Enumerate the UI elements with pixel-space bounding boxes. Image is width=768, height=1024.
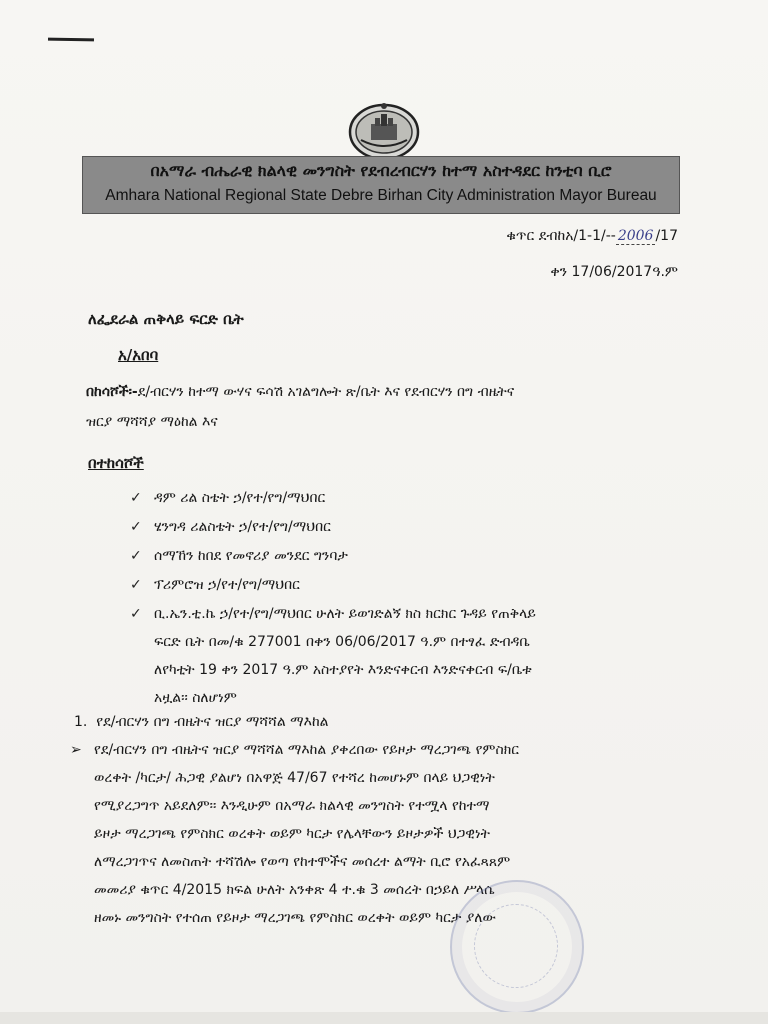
letterhead-band [82, 156, 680, 214]
defendant-continuation-line: ለየካቲት 19 ቀን 2017 ዓ.ም አስተያየት እንድናቀርብ እንድናቀርብ ፍ/ቤቱ [154, 662, 532, 678]
list-item [130, 519, 690, 548]
defendant-name: ሄንግዳ ሪልስቴት ኃ/የተ/የግ/ማህበር [154, 519, 331, 535]
plaintiffs-text-1: ደ/ብርሃን ከተማ ውሃና ፍሳሽ አገልግሎት ጽ/ቤት እና የደብርሃን በግ ብዜትና [137, 384, 515, 400]
arrow-bullet-icon: ➢ [70, 742, 82, 758]
plaintiffs-label: በከሳሾች፡- [86, 384, 138, 400]
checkmark-icon: ✓ [130, 519, 142, 535]
list-item [130, 548, 690, 577]
checkmark-icon: ✓ [130, 490, 142, 506]
checkmark-icon: ✓ [130, 548, 142, 564]
letterhead-english: Amhara National Regional State Debre Birhan City Administration Mayor Bureau [105, 187, 657, 204]
addressee-city: አ/አበባ [118, 346, 159, 364]
defendants-heading: በተከሳሾች [88, 454, 144, 472]
list-item [130, 606, 690, 635]
addressee: ለፌደራል ጠቅላይ ፍርድ ቤት [88, 310, 244, 328]
plaintiffs-line-2: ዝርያ ማሻሻያ ማዕከል እና [86, 414, 218, 430]
checkmark-icon: ✓ [130, 606, 142, 622]
list-item [130, 577, 690, 606]
page-bottom-edge [0, 1012, 768, 1024]
reference-suffix: /17 [655, 228, 678, 244]
paragraph-line: ዘመኑ መንግስት የተሰጠ የይዞታ ማረጋገጫ የምስክር ወረቀት ወይም ካርታ ያለው [94, 910, 496, 926]
plaintiffs-line-1 [86, 384, 514, 400]
defendant-continuation-line: ፍርድ ቤት በመ/ቁ 277001 በቀን 06/06/2017 ዓ.ም በተፃፈ ድብዳቤ [154, 634, 530, 650]
item-heading: የደ/ብርሃን በግ ብዜትና ዝርያ ማሻሻል ማእከል [96, 714, 329, 730]
paragraph-line: ወረቀት /ካርታ/ ሕጋዊ ያልሆነ በአዋጅ 47/67 የተሻረ ከመሆኑም በላይ ህጋዊነት [94, 770, 495, 786]
checkmark-icon: ✓ [130, 577, 142, 593]
paragraph-line: የሚያረጋግጥ አይደለም፡፡ እንዲሁም በአማራ ክልላዊ መንግስት የተሟላ የከተማ [94, 798, 490, 814]
letter-date: ቀን 17/06/2017ዓ.ም [550, 264, 678, 280]
numbered-item-1 [74, 714, 329, 730]
reference-number [506, 228, 678, 244]
defendant-name: ዳም ሪል ስቴት ኃ/የተ/የግ/ማህበር [154, 490, 326, 506]
paragraph-line [70, 742, 710, 770]
corner-mark [48, 38, 94, 42]
arrow-paragraph [70, 742, 710, 938]
list-item [130, 490, 690, 519]
reference-handwritten: 2006 [617, 228, 654, 244]
defendant-name: ቢ.ኤን.ቲ.ኬ ኃ/የተ/የግ/ማህበር ሁለት ይወገድልኝ ክስ ክርክር ጉዳይ የጠቅላይ [154, 606, 536, 622]
paragraph-line: መመሪያ ቁጥር 4/2015 ክፍል ሁለት አንቀጽ 4 ተ.ቁ 3 መሰረት በኃይለ ሥላሴ [94, 882, 495, 898]
paragraph-text: የደ/ብርሃን በግ ብዜትና ዝርያ ማሻሻል ማእከል ያቀረበው የይዞታ ማረጋገጫ የምስክር [94, 742, 519, 758]
paragraph-line: ይዞታ ማረጋገጫ የምስክር ወረቀት ወይም ካርታ የሌላቸውን ይዞታዎች ህጋዊነት [94, 826, 490, 842]
defendants-list [130, 490, 690, 635]
defendant-name: ፕሪምሮዝ ኃ/የተ/የግ/ማህበር [154, 577, 300, 593]
defendant-name: ሰማኸን ከበደ የመኖሪያ መንደር ግንባታ [154, 548, 348, 564]
item-number: 1. [74, 714, 88, 730]
city-seal-icon [347, 100, 421, 160]
letterhead-amharic: በአማራ ብሔራዊ ክልላዊ መንግስት የደብረብርሃን ከተማ አስተዳደር ከንቲባ ቢሮ [150, 161, 612, 180]
stamp-inner-ring [474, 904, 558, 988]
faded-stamp-icon [450, 880, 584, 1014]
reference-label: ቁጥር ደብከአ/1-1/-- [506, 228, 616, 244]
paragraph-line: ለማረጋገጥና ለመስጠት ተሻሽሎ የወጣ የከተሞችና መሰረተ ልማት ቢሮ የአፈጻጸም [94, 854, 511, 870]
defendant-continuation-line: አዟል፡፡ ስለሆነም [154, 690, 237, 706]
